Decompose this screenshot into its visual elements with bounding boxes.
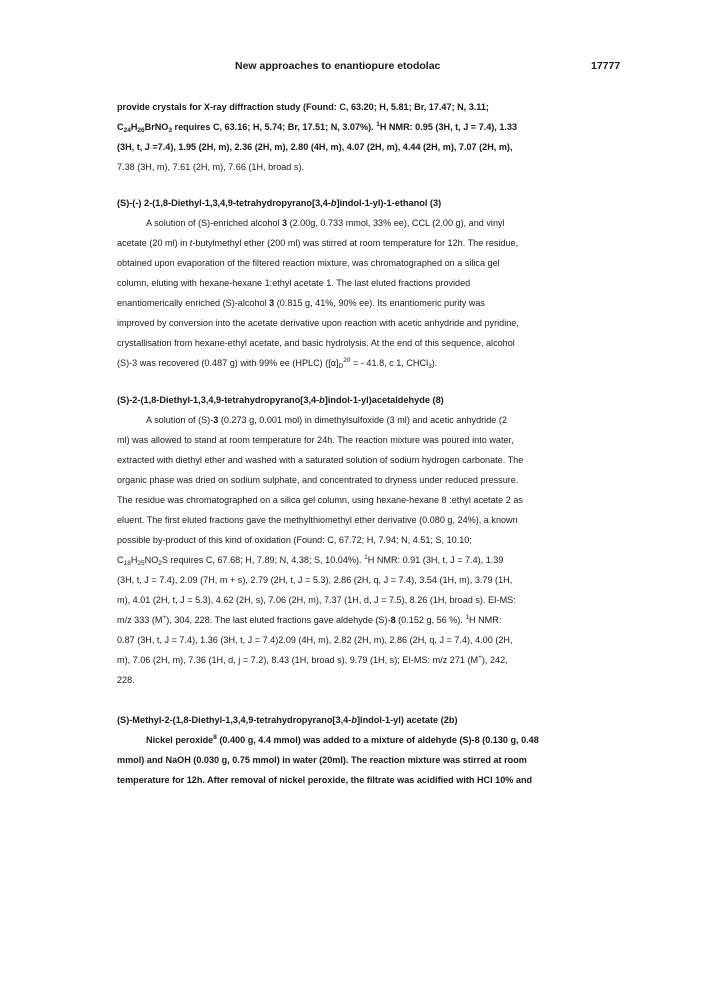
text-line: (S)-3 was recovered (0.487 g) with 99% ee (HPLC) ($[\alpha]_D^{20}$ = - 41.8, c 1, CHCl$_3$). [117,357,438,370]
text-line: provide crystals for X-ray diffraction study (Found: C, 63.20; H, 5.81; Br, 17.47; N, 3.11; [117,102,489,112]
text-line: 7.38 (3H, m), 7.61 (2H, m), 7.66 (1H, broad s). [117,162,304,172]
text-line: organic phase was dried on sodium sulphate, and concentrated to dryness under reduced pressure. [117,475,519,485]
text-line: Nickel peroxide$^8$ (0.400 g, 4.4 mmol) was added to a mixture of aldehyde (S)-8 (0.130 g, 0.48 [146,734,539,745]
text-line: m), 4.01 (2H, t, J = 5.3), 4.62 (2H, s), 7.06 (2H, m), 7.37 (1H, d, J = 7.5), 8.26 (1H, broad s). EI-MS: [117,595,516,605]
text-line: ml) was allowed to stand at room temperature for 24h. The reaction mixture was poured into water, [117,435,514,445]
text-line: m), 7.06 (2H, m), 7.36 (1H, d, j = 7.2), 8.43 (1H, broad s), 9.79 (1H, s); EI-MS: m/z 271 (M+), 242, [117,654,508,665]
paragraph-acetate-2b [117,730,610,790]
text-line: temperature for 12h. After removal of nickel peroxide, the filtrate was acidified with HCl 10% and [117,775,533,785]
text-line: enantiomerically enriched (S)-alcohol 3 (0.815 g, 41%, 90% ee). Its enantiomeric purity was [117,298,485,308]
article-body [117,97,610,790]
text-line: $C_{18}H_{25}NO_2S$ requires C, 67.68; H, 7.89; N, 4.38; S, 10.04%). $^1$H NMR: 0.91 (3H, t, J = 7.4), 1.39 [117,554,504,567]
text-line: possible by-product of this kind of oxidation (Found: C, 67.72; H, 7.94; N, 4.51; S, 10.10; [117,535,472,545]
text-line: eluent. The first eluted fractions gave the methylthiomethyl ether derivative (0.080 g, 24%), a known [117,515,518,525]
text-line: A solution of (S)-3 (0.273 g, 0.001 mol) in dimethylsulfoxide (3 ml) and acetic anhydride (2 [146,415,507,425]
section-heading-alcohol-3: (S)-(-) 2-(1,8-Diethyl-1,3,4,9-tetrahydropyrano[3,4-b]indol-1-yl)-1-ethanol (3) [117,198,442,208]
text-line: improved by conversion into the acetate derivative upon reaction with acetic anhydride and pyridine, [117,318,519,328]
text-line: 0.87 (3H, t, J = 7.4), 1.36 (3H, t, J = 7.4)2.09 (4H, m), 2.82 (2H, m), 2.86 (2H, q, J = 7.4), 4.00 (2H, [117,635,513,645]
paragraph-alcohol-3 [117,213,610,373]
section-heading-aldehyde-8: (S)-2-(1,8-Diethyl-1,3,4,9-tetrahydropyrano[3,4-b]indol-1-yl)acetaldehyde (8) [117,395,444,405]
text-line: extracted with diethyl ether and washed with a saturated solution of sodium hydrogen carbonate. The [117,455,524,465]
running-head [0,60,720,78]
text-line: (3H, t, J =7.4), 1.95 (2H, m), 2.36 (2H, m), 2.80 (4H, m), 4.07 (2H, m), 4.44 (2H, m), 7.07 (2H, m), [117,142,513,152]
text-line: column, eluting with hexane-hexane 1:ethyl acetate 1. The last eluted fractions provided [117,278,471,288]
section-heading-acetate-2b: (S)-Methyl-2-(1,8-Diethyl-1,3,4,9-tetrahydropyrano[3,4-b]indol-1-yl) acetate (2b) [117,715,458,725]
page-number: 17777 [591,60,621,72]
text-line: $C_{24}H_{26}BrNO_3$ requires C, 63.16; H, 5.74; Br, 17.51; N, 3.07%). $^1$H NMR: 0.95 (3H, t, J = 7.4), 1.33 [117,121,518,134]
text-line: A solution of (S)-enriched alcohol 3 (2.00g, 0.733 mmol, 33% ee), CCL (2.00 g), and vinyl [146,218,505,228]
text-line: (3H, t, J = 7.4), 2.09 (7H, m + s), 2.79 (2H, t, J = 5.3), 2.86 (2H, q, J = 7.4), 3.54 (1H, m), 3.79 (1H, [117,575,513,585]
paragraph-continued [117,97,610,177]
running-title: New approaches to enantiopure etodolac [235,60,441,72]
text-line: obtained upon evaporation of the filtered reaction mixture, was chromatographed on a silica gel [117,258,500,268]
paragraph-aldehyde-8 [117,410,610,690]
text-line: acetate (20 ml) in t-butylmethyl ether (200 ml) was stirred at room temperature for 12h. The residue, [117,238,519,248]
text-line: mmol) and NaOH (0.030 g, 0.75 mmol) in water (20ml). The reaction mixture was stirred at room [117,755,527,765]
text-line: crystallisation from hexane-ethyl acetate, and basic hydrolysis. At the end of this sequence, alcohol [117,338,515,348]
text-line: m/z 333 (M+), 304, 228. The last eluted fractions gave aldehyde (S)-8 (0.152 g, 56 %). $^1$H NMR: [117,614,502,625]
text-line: 228. [117,675,135,685]
text-line: The residue was chromatographed on a silica gel column, using hexane-hexane 8 :ethyl acetate 2 as [117,495,523,505]
